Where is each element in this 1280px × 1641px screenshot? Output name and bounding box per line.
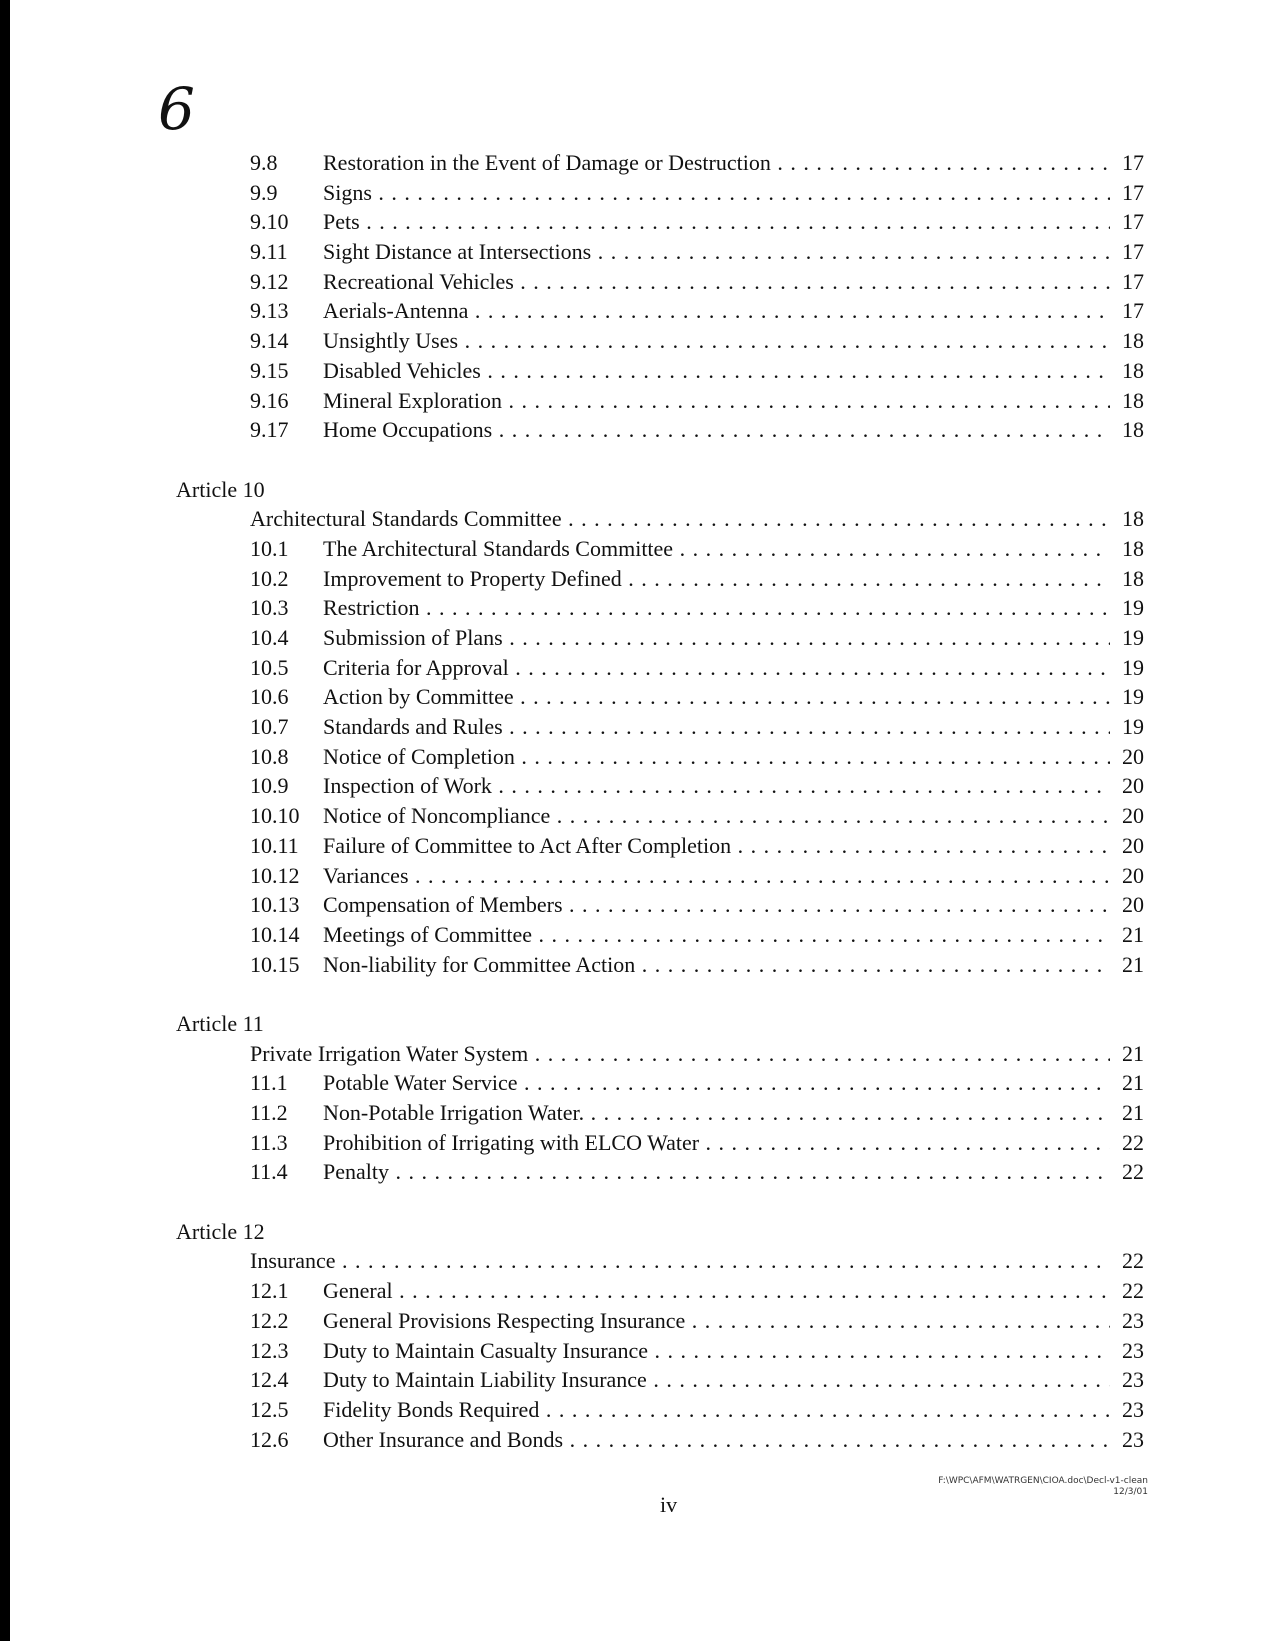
toc-article-title-row xyxy=(10,1039,1280,1069)
page-number: iv xyxy=(660,1492,678,1517)
toc-entry-page: 21 xyxy=(1122,1070,1144,1096)
toc-entry-page: 19 xyxy=(1122,654,1144,680)
toc-entry-title: Compensation of Members . . . xyxy=(323,890,1110,920)
toc-entry-page: 21 xyxy=(1122,921,1144,947)
toc-entry xyxy=(10,267,1280,297)
toc-entry-number: 10.15 xyxy=(250,951,300,977)
file-date-line: 12/3/01 xyxy=(1113,1487,1148,1497)
toc-entry-title: Recreational Vehicles . . . xyxy=(323,267,1110,297)
toc-entry xyxy=(10,1276,1280,1306)
toc-entry-number: 9.14 xyxy=(250,328,289,354)
toc-entry-title: Meetings of Committee . . . xyxy=(323,920,1110,950)
document-page xyxy=(10,0,1280,1641)
toc-entry xyxy=(10,771,1280,801)
toc-entry-number: 9.9 xyxy=(250,179,278,205)
toc-entry xyxy=(10,712,1280,742)
toc-entry-title: Fidelity Bonds Required . . . xyxy=(323,1395,1110,1425)
toc-entry xyxy=(10,950,1280,980)
toc-entry-number: 9.11 xyxy=(250,239,288,265)
toc-entry-page: 17 xyxy=(1122,268,1144,294)
toc-entry-number: 10.12 xyxy=(250,862,300,888)
toc-entry-number: 12.3 xyxy=(250,1337,289,1363)
toc-entry-number: 12.6 xyxy=(250,1426,289,1452)
toc-entry-number: 10.6 xyxy=(250,684,289,710)
toc-entry-title: Criteria for Approval . . . xyxy=(323,653,1110,683)
toc-entry-number: 9.13 xyxy=(250,298,289,324)
toc-entry xyxy=(10,564,1280,594)
toc-entry-page: 20 xyxy=(1122,862,1144,888)
article-heading xyxy=(10,475,1280,505)
toc-entry-title: Improvement to Property Defined . . . xyxy=(323,564,1110,594)
toc-entry xyxy=(10,1425,1280,1455)
toc-entry-number: 10.2 xyxy=(250,565,289,591)
toc-entry-page: 18 xyxy=(1122,357,1144,383)
toc-entry-number: 10.7 xyxy=(250,714,289,740)
handwritten-corner-mark: 6 xyxy=(158,75,195,143)
toc-entry xyxy=(10,534,1280,564)
toc-entry xyxy=(10,386,1280,416)
toc-entry-title: Architectural Standards Committee . . . xyxy=(250,504,1110,534)
toc-entry xyxy=(10,296,1280,326)
toc-entry-title: General . . . xyxy=(323,1276,1110,1306)
toc-entry xyxy=(10,1395,1280,1425)
toc-entry-page: 17 xyxy=(1122,239,1144,265)
toc-entry xyxy=(10,1098,1280,1128)
toc-entry xyxy=(10,623,1280,653)
toc-entry xyxy=(10,1068,1280,1098)
toc-entry xyxy=(10,148,1280,178)
toc-entry-page: 18 xyxy=(1122,565,1144,591)
toc-entry-number: 11.4 xyxy=(250,1159,288,1185)
toc-entry-number: 10.4 xyxy=(250,625,289,650)
toc-entry-number: 10.3 xyxy=(250,595,289,621)
toc-entry-page: 19 xyxy=(1122,684,1144,710)
toc-entry xyxy=(10,861,1280,891)
toc-entry-number: 10.8 xyxy=(250,743,289,769)
toc-entry-number: 10.14 xyxy=(250,921,300,947)
toc-entry-page: 20 xyxy=(1122,803,1144,829)
toc-entry-title: Pets . . . xyxy=(323,207,1110,237)
toc-entry xyxy=(10,920,1280,950)
toc-entry-page: 21 xyxy=(1122,1040,1144,1066)
toc-entry-page: 22 xyxy=(1122,1248,1144,1274)
toc-entry-title: Signs . . . xyxy=(323,178,1110,208)
file-path-stamp xyxy=(868,1476,1148,1498)
table-of-contents xyxy=(10,148,1280,1454)
toc-entry-title: The Architectural Standards Committee . . . xyxy=(323,534,1110,564)
article-label-text: Article 11 xyxy=(176,1010,264,1036)
toc-entry-number: 9.10 xyxy=(250,209,289,235)
toc-entry-title: Unsightly Uses . . . xyxy=(323,326,1110,356)
toc-entry xyxy=(10,593,1280,623)
toc-entry-number: 9.12 xyxy=(250,268,289,294)
toc-entry-title: Restriction . . . xyxy=(323,593,1110,623)
toc-entry-number: 10.13 xyxy=(250,892,300,918)
toc-entry-page: 18 xyxy=(1122,535,1144,561)
toc-entry-page: 19 xyxy=(1122,595,1144,621)
toc-entry-number: 10.1 xyxy=(250,535,289,561)
toc-entry-page: 23 xyxy=(1122,1426,1144,1452)
toc-entry-page: 21 xyxy=(1122,1100,1144,1125)
toc-entry xyxy=(10,890,1280,920)
toc-entry-page: 21 xyxy=(1122,951,1144,977)
toc-entry-title: Action by Committee . . . xyxy=(323,682,1110,712)
article-heading xyxy=(10,1217,1280,1247)
toc-entry-title: Aerials-Antenna . . . xyxy=(323,296,1110,326)
toc-article-title-row xyxy=(10,1246,1280,1276)
toc-entry-number: 10.10 xyxy=(250,803,300,829)
toc-entry-number: 10.11 xyxy=(250,832,299,858)
toc-entry-title: Notice of Noncompliance . . . xyxy=(323,801,1110,831)
toc-entry-number: 12.1 xyxy=(250,1278,289,1304)
toc-entry-title: Duty to Maintain Liability Insurance . . . xyxy=(323,1365,1110,1395)
toc-article-title-row xyxy=(10,504,1280,534)
toc-entry-title: Duty to Maintain Casualty Insurance . . . xyxy=(323,1336,1110,1366)
toc-entry xyxy=(10,1336,1280,1366)
toc-entry-page: 20 xyxy=(1122,832,1144,858)
toc-entry xyxy=(10,831,1280,861)
toc-entry-title: Inspection of Work . . . xyxy=(323,771,1110,801)
toc-entry-title: Sight Distance at Intersections . . . xyxy=(323,237,1110,267)
toc-entry-number: 11.1 xyxy=(250,1070,288,1096)
toc-entry xyxy=(10,356,1280,386)
section-spacer xyxy=(10,1187,1280,1217)
toc-entry-page: 23 xyxy=(1122,1367,1144,1393)
toc-entry-number: 11.3 xyxy=(250,1129,288,1155)
toc-entry-page: 18 xyxy=(1122,417,1144,443)
toc-entry-page: 17 xyxy=(1122,209,1144,235)
toc-entry xyxy=(10,1365,1280,1395)
toc-entry xyxy=(10,207,1280,237)
toc-entry xyxy=(10,1306,1280,1336)
toc-entry-number: 9.17 xyxy=(250,417,289,443)
toc-entry-number: 10.5 xyxy=(250,654,289,680)
toc-entry-page: 17 xyxy=(1122,179,1144,205)
toc-entry-number: 11.2 xyxy=(250,1100,288,1125)
toc-entry-title: Private Irrigation Water System . . . xyxy=(250,1039,1110,1069)
toc-entry xyxy=(10,415,1280,445)
toc-entry-number: 9.16 xyxy=(250,387,289,413)
toc-entry-page: 17 xyxy=(1122,150,1144,175)
toc-entry-title: Prohibition of Irrigating with ELCO Water . . . xyxy=(323,1128,1110,1158)
toc-entry-page: 17 xyxy=(1122,298,1144,324)
toc-entry-title: Variances . . . xyxy=(323,861,1110,891)
toc-entry-page: 20 xyxy=(1122,892,1144,918)
toc-entry-page: 23 xyxy=(1122,1396,1144,1422)
toc-entry-title: Standards and Rules . . . xyxy=(323,712,1110,742)
toc-entry-page: 23 xyxy=(1122,1307,1144,1333)
toc-entry-number: 12.2 xyxy=(250,1307,289,1333)
toc-entry-page: 22 xyxy=(1122,1278,1144,1304)
toc-entry-title: Insurance . . . xyxy=(250,1246,1110,1276)
toc-entry-title: Notice of Completion . . . xyxy=(323,742,1110,772)
toc-entry-title: Penalty . . . xyxy=(323,1157,1110,1187)
toc-entry-title: General Provisions Respecting Insurance . . . xyxy=(323,1306,1110,1336)
toc-entry xyxy=(10,682,1280,712)
toc-entry-title: Mineral Exploration . . . xyxy=(323,386,1110,416)
toc-entry xyxy=(10,1157,1280,1187)
toc-entry-number: 10.9 xyxy=(250,773,289,799)
toc-entry xyxy=(10,742,1280,772)
toc-entry-number: 9.8 xyxy=(250,150,278,175)
toc-entry xyxy=(10,326,1280,356)
article-label-text: Article 12 xyxy=(176,1218,265,1244)
toc-entry-number: 12.4 xyxy=(250,1367,289,1393)
toc-entry-page: 19 xyxy=(1122,714,1144,740)
toc-entry-page: 18 xyxy=(1122,506,1144,532)
toc-entry-title: Non-liability for Committee Action . . . xyxy=(323,950,1110,980)
toc-entry-number: 12.5 xyxy=(250,1396,289,1422)
toc-entry-page: 19 xyxy=(1122,625,1144,650)
toc-entry xyxy=(10,1128,1280,1158)
toc-entry-title: Restoration in the Event of Damage or Destruction . . . xyxy=(323,148,1110,178)
toc-entry-page: 20 xyxy=(1122,773,1144,799)
article-heading xyxy=(10,1009,1280,1039)
toc-entry-title: Other Insurance and Bonds . . . xyxy=(323,1425,1110,1455)
toc-entry xyxy=(10,178,1280,208)
toc-entry xyxy=(10,801,1280,831)
section-spacer xyxy=(10,445,1280,475)
toc-entry-title: Disabled Vehicles . . . xyxy=(323,356,1110,386)
file-path-line: F:\WPC\AFM\WATRGEN\CIOA.doc\Decl-v1-clean xyxy=(938,1476,1148,1486)
toc-entry-title: Home Occupations . . . xyxy=(323,415,1110,445)
article-label-text: Article 10 xyxy=(176,476,265,502)
section-spacer xyxy=(10,979,1280,1009)
toc-entry-title: Submission of Plans . . . xyxy=(323,623,1110,653)
toc-entry xyxy=(10,237,1280,267)
toc-entry xyxy=(10,653,1280,683)
toc-entry-title: Potable Water Service . . . xyxy=(323,1068,1110,1098)
toc-entry-number: 9.15 xyxy=(250,357,289,383)
toc-entry-page: 22 xyxy=(1122,1129,1144,1155)
toc-entry-page: 18 xyxy=(1122,387,1144,413)
toc-entry-page: 20 xyxy=(1122,743,1144,769)
toc-entry-title: Failure of Committee to Act After Completion . . . xyxy=(323,831,1110,861)
toc-entry-page: 22 xyxy=(1122,1159,1144,1185)
toc-entry-page: 23 xyxy=(1122,1337,1144,1363)
toc-entry-page: 18 xyxy=(1122,328,1144,354)
toc-entry-title: Non-Potable Irrigation Water. . . . xyxy=(323,1098,1110,1128)
